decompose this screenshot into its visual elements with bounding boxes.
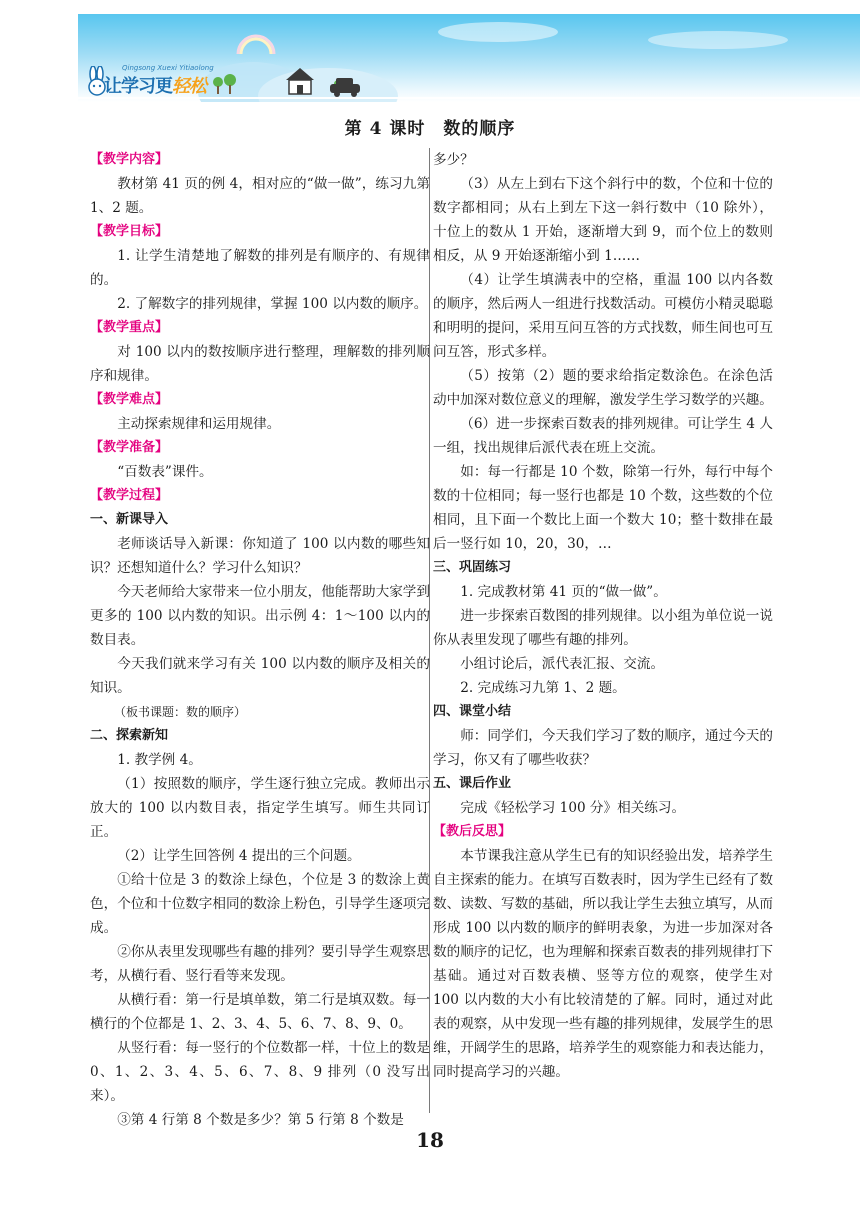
paragraph: （1）按照数的顺序，学生逐行独立完成。教师出示放大的 100 以内数目表，指定学生填写。师生共同订正。 <box>90 776 430 840</box>
paragraph: （6）进一步探索百数表的排列规律。可让学生 4 人一组，找出规律后派代表在班上交流。 <box>433 416 773 456</box>
paragraph: （3）从左上到右下这个斜行中的数，个位和十位的数字都相同；从右上到左下这一斜行数中（10 除外），十位上的数从 1 开始，逐渐增大到 9，而个位上的数则相反，从 9 开始逐渐缩小到 1…… <box>433 176 773 264</box>
paragraph: 进一步探索百数图的排列规律。以小组为单位说一说你从表里发现了哪些有趣的排列。 <box>433 608 773 648</box>
logo-text <box>104 72 206 98</box>
logo-text-highlight: 轻松 <box>172 76 206 97</box>
section-label: 【教后反思】 <box>433 824 512 839</box>
logo-pinyin: Qingsong Xuexi Yitiaolong <box>122 64 214 72</box>
section-label: 【教学内容】 <box>90 152 169 167</box>
paragraph: 从横行看：第一行是填单数，第二行是填双数。每一横行的个位都是 1、2、3、4、5、6、7、8、9、0。 <box>90 992 430 1032</box>
section-heading: 四、课堂小结 <box>433 704 512 719</box>
header-banner <box>78 14 860 102</box>
section-heading: 一、新课导入 <box>90 512 169 527</box>
paragraph: 主动探索规律和运用规律。 <box>117 416 281 432</box>
paragraph: 完成《轻松学习 100 分》相关练习。 <box>460 800 686 816</box>
paragraph: ③第 4 行第 8 个数是多少？第 5 行第 8 个数是 <box>117 1112 404 1128</box>
paragraph: 师：同学们，今天我们学习了数的顺序，通过今天的学习，你又有了哪些收获？ <box>433 728 773 768</box>
logo-text-main: 让学习更 <box>104 76 172 97</box>
paragraph: ②你从表里发现哪些有趣的排列？要引导学生观察思考，从横行看、竖行看等来发现。 <box>90 944 430 984</box>
section-heading: 二、探索新知 <box>90 728 169 743</box>
page-number: 18 <box>416 1128 444 1152</box>
paragraph: ①给十位是 3 的数涂上绿色，个位是 3 的数涂上黄色，个位和十位数字相同的数涂上粉色，引导学生逐项完成。 <box>90 872 430 936</box>
paragraph: 如：每一行都是 10 个数，除第一行外，每行中每个数的十位相同；每一竖行也都是 10 个数，这些数的个位相同，且下面一个数比上面一个数大 10；整十数排在最后一竖行如 10，20，30，… <box>433 464 773 552</box>
left-column <box>90 148 430 1132</box>
paragraph: 老师谈话导入新课：你知道了 100 以内数的哪些知识？还想知道什么？学习什么知识？ <box>90 536 430 576</box>
paragraph: 对 100 以内的数按顺序进行整理，理解数的排列顺序和规律。 <box>90 344 430 384</box>
paragraph: （5）按第（2）题的要求给指定数涂色。在涂色活动中加深对数位意义的理解，激发学生学习数学的兴趣。 <box>433 368 773 408</box>
section-heading: 五、课后作业 <box>433 776 512 791</box>
section-label: 【教学重点】 <box>90 320 169 335</box>
paragraph: 今天我们就来学习有关 100 以内数的顺序及相关的知识。 <box>90 656 430 696</box>
section-label: 【教学过程】 <box>90 488 169 503</box>
section-heading: 三、巩固练习 <box>433 560 512 575</box>
right-column <box>433 148 773 1084</box>
paragraph: 教材第 41 页的例 4，相对应的“做一做”，练习九第 1、2 题。 <box>90 176 430 216</box>
paragraph: 1. 让学生清楚地了解数的排列是有顺序的、有规律的。 <box>90 248 430 288</box>
paragraph-continuation: 多少？ <box>433 152 474 168</box>
paragraph: 从竖行看：每一竖行的个位数都一样，十位上的数是 0、1、2、3、4、5、6、7、8、9 排列（0 没写出来）。 <box>90 1040 430 1104</box>
paragraph: 1. 教学例 4。 <box>117 752 202 768</box>
paragraph: “百数表”课件。 <box>117 464 213 480</box>
paragraph: 本节课我注意从学生已有的知识经验出发，培养学生自主探索的能力。在填写百数表时，因为学生已经有了数数、读数、写数的基础，所以我让学生去独立填写，从而形成 100 以内数的顺序的鲜明表象，为进一步加深对各数的顺序的记忆，也为理解和探索百数表的排列规律打下基础。通过对百数表横、竖等方位的观察，使学生对 100 以内数的大小有比较清楚的了解。同时，通过对此表的观察，从中发现一些有趣的排列规律，发展学生的思维，开阔学生的思路，培养学生的观察能力和表达能力，同时提高学习的兴趣。 <box>433 848 773 1080</box>
board-note: （板书课题：数的顺序） <box>114 705 247 719</box>
section-label: 【教学难点】 <box>90 392 169 407</box>
paragraph: 小组讨论后，派代表汇报、交流。 <box>460 656 665 672</box>
paragraph: （2）让学生回答例 4 提出的三个问题。 <box>117 848 361 864</box>
paragraph: （4）让学生填满表中的空格，重温 100 以内各数的顺序，然后两人一组进行找数活动。可模仿小精灵聪聪和明明的提问，采用互问互答的方式找数，师生间也可互问互答，形式多样。 <box>433 272 773 360</box>
paragraph: 2. 了解数字的排列规律，掌握 100 以内数的顺序。 <box>117 296 428 312</box>
page-title: 第 4 课时 数的顺序 <box>344 119 516 139</box>
paragraph: 1. 完成教材第 41 页的“做一做”。 <box>460 584 667 600</box>
section-label: 【教学准备】 <box>90 440 169 455</box>
section-label: 【教学目标】 <box>90 224 169 239</box>
paragraph: 2. 完成练习九第 1、2 题。 <box>460 680 626 696</box>
paragraph: 今天老师给大家带来一位小朋友，他能帮助大家学到更多的 100 以内数的知识。出示例 4：1～100 以内的数目表。 <box>90 584 430 648</box>
